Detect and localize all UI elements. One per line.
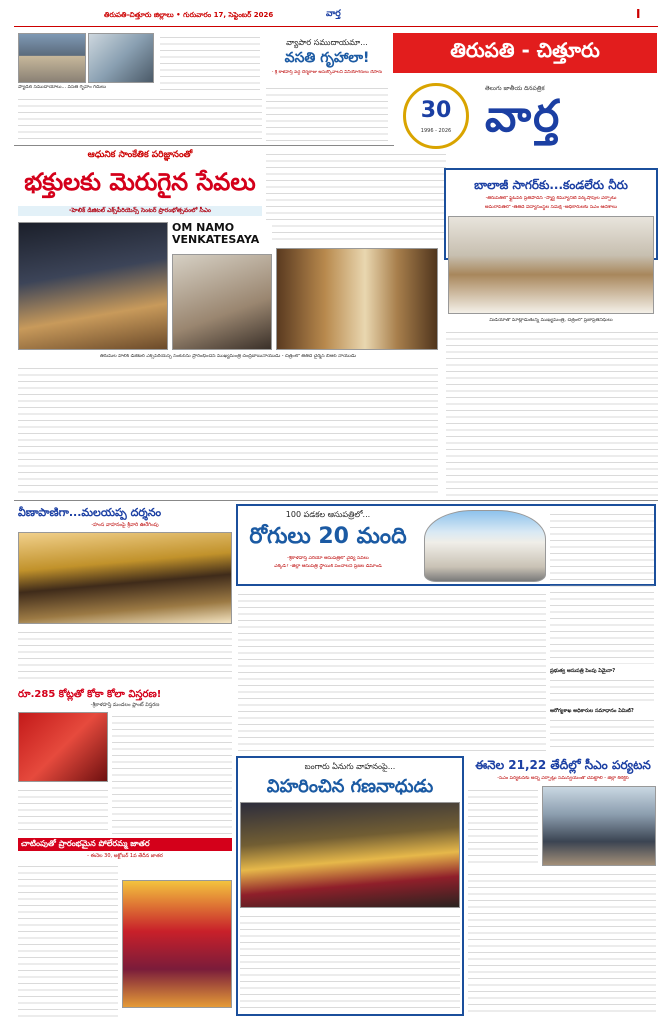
chatimpu-headline: చాటింపుతో ప్రారంభమైన పోలేరమ్మ జాతర bbox=[18, 838, 232, 851]
hospital-sub2: ఎక్కడ? -జిల్లా ఆసుపత్రి స్థాయికి పెంచాలని ప్రజల డిమాండ్ bbox=[274, 564, 382, 569]
rs285-body-2 bbox=[18, 786, 108, 834]
section-divider-1 bbox=[14, 145, 394, 146]
hospital-body bbox=[238, 590, 546, 752]
eenela-photo bbox=[542, 786, 656, 866]
eenela-subhead: -సీఎం పర్యటనకు అన్ని ఏర్పాట్లు సమన్వయంతో చేపట్టాలి - జిల్లా కలెక్టర్ bbox=[497, 776, 629, 781]
bhaktulu-photo-middle bbox=[172, 254, 272, 350]
vasathi-kicker: వ్యాపార సముదాయమా... bbox=[286, 38, 368, 47]
ganadhudu-kicker: బంగారు ఏనుగు వాహనంపై... bbox=[304, 762, 396, 771]
veena-subhead: -హంస వాహనంపై శ్రీవారి ఊరేగింపు bbox=[91, 522, 159, 528]
rs285-subhead: -శ్రీకాళహస్తి మండలం ప్లాంట్ విస్తరణ bbox=[90, 702, 160, 708]
bhaktulu-subhead: -హెలిక్ డిజిటల్ ఎక్స్‌పీరియెన్స్ సెంటర్ ప్రారంభోత్సవంలో సీఎం bbox=[18, 206, 262, 216]
header-date-line: తిరుపతి-చిత్తూరు జిల్లాలు • గురువారం 17, సెప్టెంబర్ 2026 bbox=[104, 11, 274, 19]
rs285-photo bbox=[18, 712, 108, 782]
header-paper-name: వార్త bbox=[326, 9, 341, 19]
header-strip bbox=[14, 8, 658, 28]
bhaktulu-caption: తిరుమల హెలిక్ డిజిటల్ ఎక్స్‌పీరియెన్స్ సెంటర్‌ను ప్రారంభించిన ముఖ్యమంత్రి చంద్రబాబునాయుడు - చిత్రంలో తితిదే చైర్మన్ బిఆర్ నాయుడు bbox=[99, 354, 357, 359]
hospital-body-right-2 bbox=[550, 676, 654, 706]
vasathi-headline: వసతి గృహాలా! bbox=[284, 50, 370, 66]
veena-body bbox=[18, 628, 232, 684]
rs285-headline: రూ.285 కోట్లతో కోకా కోలా విస్తరణ! bbox=[18, 689, 162, 700]
anniversary-number: 30 bbox=[420, 98, 452, 123]
bhaktulu-headline: భక్తులకు మెరుగైన సేవలు bbox=[24, 168, 256, 196]
bhaktulu-photo-right bbox=[276, 248, 438, 350]
chatimpu-body bbox=[18, 862, 118, 1018]
hospital-question-1: ప్రభుత్వ ఆసుపత్రి పెంపు ఏమైనా? bbox=[550, 668, 616, 674]
top-left-photo-2 bbox=[88, 33, 154, 83]
masthead-tagline: తెలుగు జాతీయ దినపత్రిక bbox=[485, 85, 545, 92]
hospital-photo bbox=[424, 510, 546, 582]
hospital-body-right-3 bbox=[550, 716, 654, 752]
top-left-text-bottom bbox=[18, 95, 262, 143]
top-left-text-right bbox=[160, 33, 260, 93]
chatimpu-subhead: - ఈనెల 30, అక్టోబర్ 1వ తేదీన జాతర bbox=[87, 853, 163, 859]
section-divider-2 bbox=[14, 500, 658, 501]
hospital-body-right bbox=[550, 510, 654, 664]
ganadhudu-photo bbox=[240, 802, 460, 908]
hospital-question-2: ఆరోగ్యశాఖ అధికారుల సమాధానం ఏమిటి? bbox=[550, 708, 634, 714]
eenela-body bbox=[468, 870, 656, 1016]
masthead-paper-name: వార్త bbox=[485, 91, 562, 142]
anniversary-years: 1996 - 2026 bbox=[420, 128, 452, 134]
balaji-photo bbox=[448, 216, 654, 314]
balaji-body bbox=[446, 328, 658, 498]
hospital-sub1: -శ్రీకాళహస్తి ఏరియా ఆసుపత్రిలో వైద్య సేవలు bbox=[287, 556, 369, 561]
ganadhudu-body bbox=[240, 912, 460, 1012]
bhaktulu-banner-box bbox=[172, 222, 272, 250]
eenela-headline: ఈనెల 21,22 తేదీల్లో సీఎం పర్యటన bbox=[475, 758, 651, 772]
header-divider bbox=[14, 26, 658, 27]
bhaktulu-photo-left bbox=[18, 222, 168, 350]
hospital-headline: రోగులు 20 మంది bbox=[249, 524, 407, 549]
bhaktulu-banner: OM NAMO VENKATESAYA bbox=[172, 221, 260, 246]
veena-headline: వీణాపాణిగా...మలయప్ప దర్శనం bbox=[18, 506, 162, 519]
veena-photo bbox=[18, 532, 232, 624]
hospital-kicker: 100 పడకల ఆసుపత్రిలో... bbox=[285, 510, 371, 519]
rs285-body bbox=[112, 712, 232, 834]
balaji-caption: మీడియాతో మాట్లాడుతున్న ముఖ్యమంత్రి, చిత్రంలో ప్రజాప్రతినిధులు bbox=[489, 318, 613, 323]
vasathi-subhead: - శ్రీ కాళహస్తి వద్ద చెర్మరాజు అసుక్కోవాలని వినియోగరులు చేసారు bbox=[271, 70, 383, 75]
page-number: I bbox=[636, 7, 641, 21]
masthead bbox=[393, 33, 657, 163]
balaji-sub1: -తిరుపతిలో ఫ్లైఓవర్ ప్రతిపాదన -స్మార్ట్ కమ్యూనిటీ వర్క్‌షాపుల ఏర్పాటు bbox=[485, 196, 617, 201]
masthead-city: తిరుపతి - చిత్తూరు bbox=[450, 38, 600, 62]
top-left-caption: ప్యాడిల్ సముదాయాలు... వసతి గృహం గదులు bbox=[18, 85, 107, 90]
chatimpu-photo bbox=[122, 880, 232, 1008]
bhaktulu-body bbox=[18, 364, 438, 496]
vasathi-text bbox=[266, 84, 388, 144]
eenela-body-left bbox=[468, 786, 538, 866]
balaji-sub2: అమరావతిలో -తితిదే విద్యాసంస్థల సమీక్ష -అధికారులకు సీఎం ఆదేశాలు bbox=[484, 205, 618, 210]
bhaktulu-kicker: ఆధునిక సాంకేతిక పరిజ్ఞానంతో bbox=[87, 150, 193, 160]
balaji-headline: బాలాజీ సాగర్‌కు...కండలేరు నీరు bbox=[474, 178, 628, 192]
ganadhudu-headline: విహరించిన గణనాధుడు bbox=[266, 776, 434, 797]
top-left-photo bbox=[18, 33, 86, 83]
bhaktulu-text-top bbox=[266, 150, 446, 242]
anniversary-badge bbox=[403, 83, 469, 149]
